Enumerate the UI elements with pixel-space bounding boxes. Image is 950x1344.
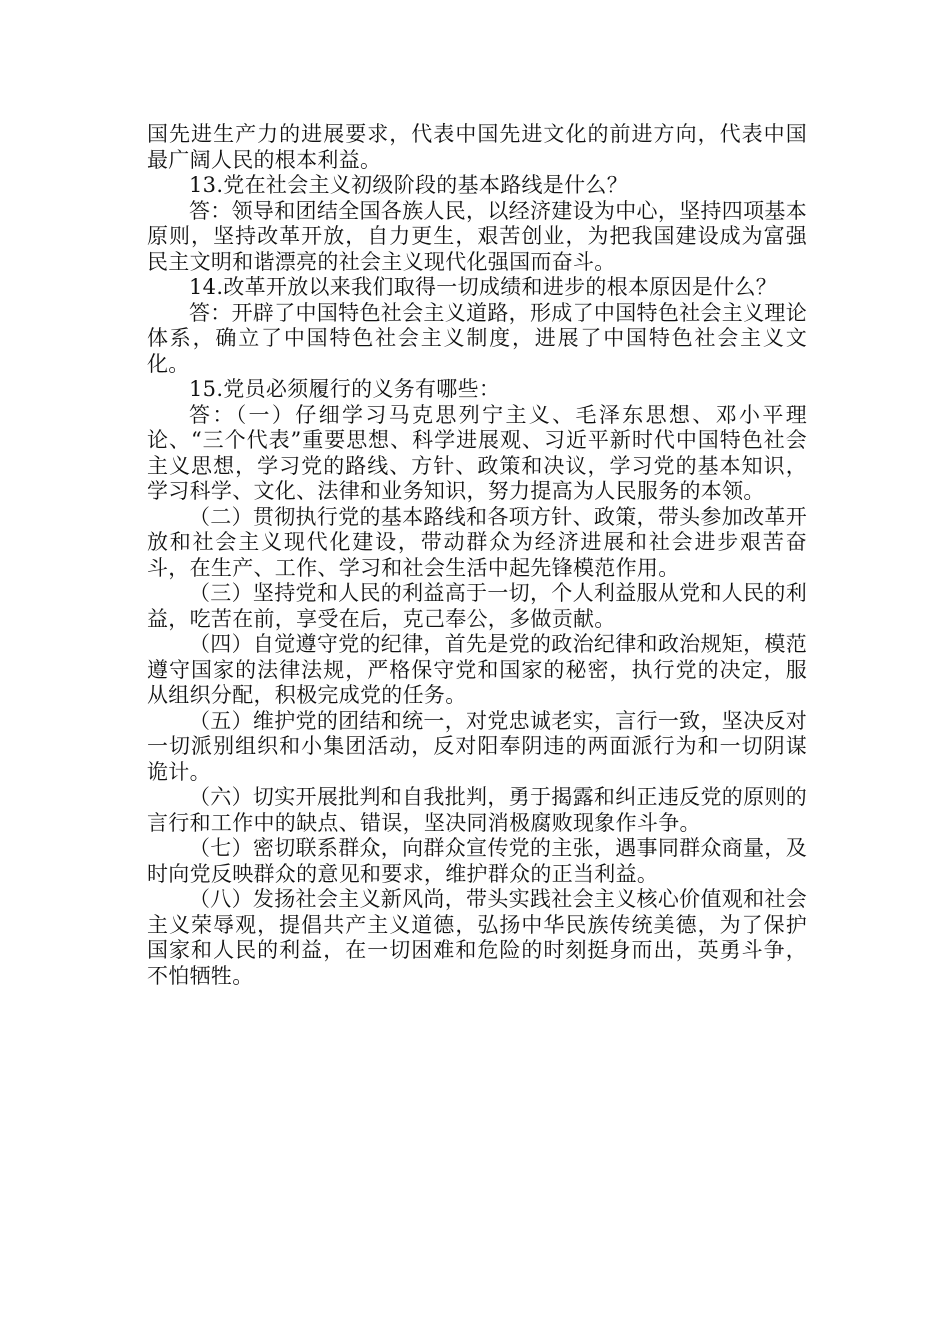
answer-15-item-4: （四）自觉遵守党的纪律，首先是党的政治纪律和政治规矩，模范遵守国家的法律法规，严格保守党和国家的秘密，执行党的决定，服从组织分配，积极完成党的任务。 xyxy=(147,632,807,707)
answer-14: 答：开辟了中国特色社会主义道路，形成了中国特色社会主义理论体系，确立了中国特色社会主义制度，进展了中国特色社会主义文化。 xyxy=(147,300,807,376)
question-15: 15.党员必须履行的义务有哪些： xyxy=(189,377,501,401)
answer-13: 答：领导和团结全国各族人民，以经济建设为中心，坚持四项基本原则，坚持改革开放，自力更生，艰苦创业，为把我国建设成为富强民主文明和谐漂亮的社会主义现代化强国而奋斗。 xyxy=(147,198,807,274)
answer-15-item-2: （二）贯彻执行党的基本路线和各项方针、政策，带头参加改革开放和社会主义现代化建设，带动群众为经济进展和社会进步艰苦奋斗，在生产、工作、学习和社会生活中起先锋模范作用。 xyxy=(147,504,807,580)
answer-15-item-3: （三）坚持党和人民的利益高于一切，个人利益服从党和人民的利益，吃苦在前，享受在后，克己奉公，多做贡献。 xyxy=(147,581,807,631)
answer-15-item-6: （六）切实开展批判和自我批判，勇于揭露和纠正违反党的原则的言行和工作中的缺点、错误，坚决同消极腐败现象作斗争。 xyxy=(147,785,807,835)
answer-15-item-1: 答：（一）仔细学习马克思列宁主义、毛泽东思想、邓小平理论、“三个代表”重要思想、科学进展观、习近平新时代中国特色社会主义思想，学习党的路线、方针、政策和决议，学习党的基本知识，学习科学、文化、法律和业务知识，努力提高为人民服务的本领。 xyxy=(147,402,807,503)
paragraph-continuation: 国先进生产力的进展要求，代表中国先进文化的前进方向，代表中国最广阔人民的根本利益。 xyxy=(147,122,807,172)
question-14: 14.改革开放以来我们取得一切成绩和进步的根本原因是什么？ xyxy=(189,275,778,299)
answer-15-item-8: （八）发扬社会主义新风尚，带头实践社会主义核心价值观和社会主义荣辱观，提倡共产主义道德，弘扬中华民族传统美德，为了保护国家和人民的利益，在一切困难和危险的时刻挺身而出，英勇斗争，不怕牺牲。 xyxy=(147,887,807,988)
question-13: 13.党在社会主义初级阶段的基本路线是什么？ xyxy=(189,173,628,197)
document-body xyxy=(147,122,807,989)
answer-15-item-5: （五）维护党的团结和统一，对党忠诚老实，言行一致，坚决反对一切派别组织和小集团活动，反对阳奉阴违的两面派行为和一切阴谋诡计。 xyxy=(147,708,807,784)
answer-15-item-7: （七）密切联系群众，向群众宣传党的主张，遇事同群众商量，及时向党反映群众的意见和要求，维护群众的正当利益。 xyxy=(147,836,807,886)
